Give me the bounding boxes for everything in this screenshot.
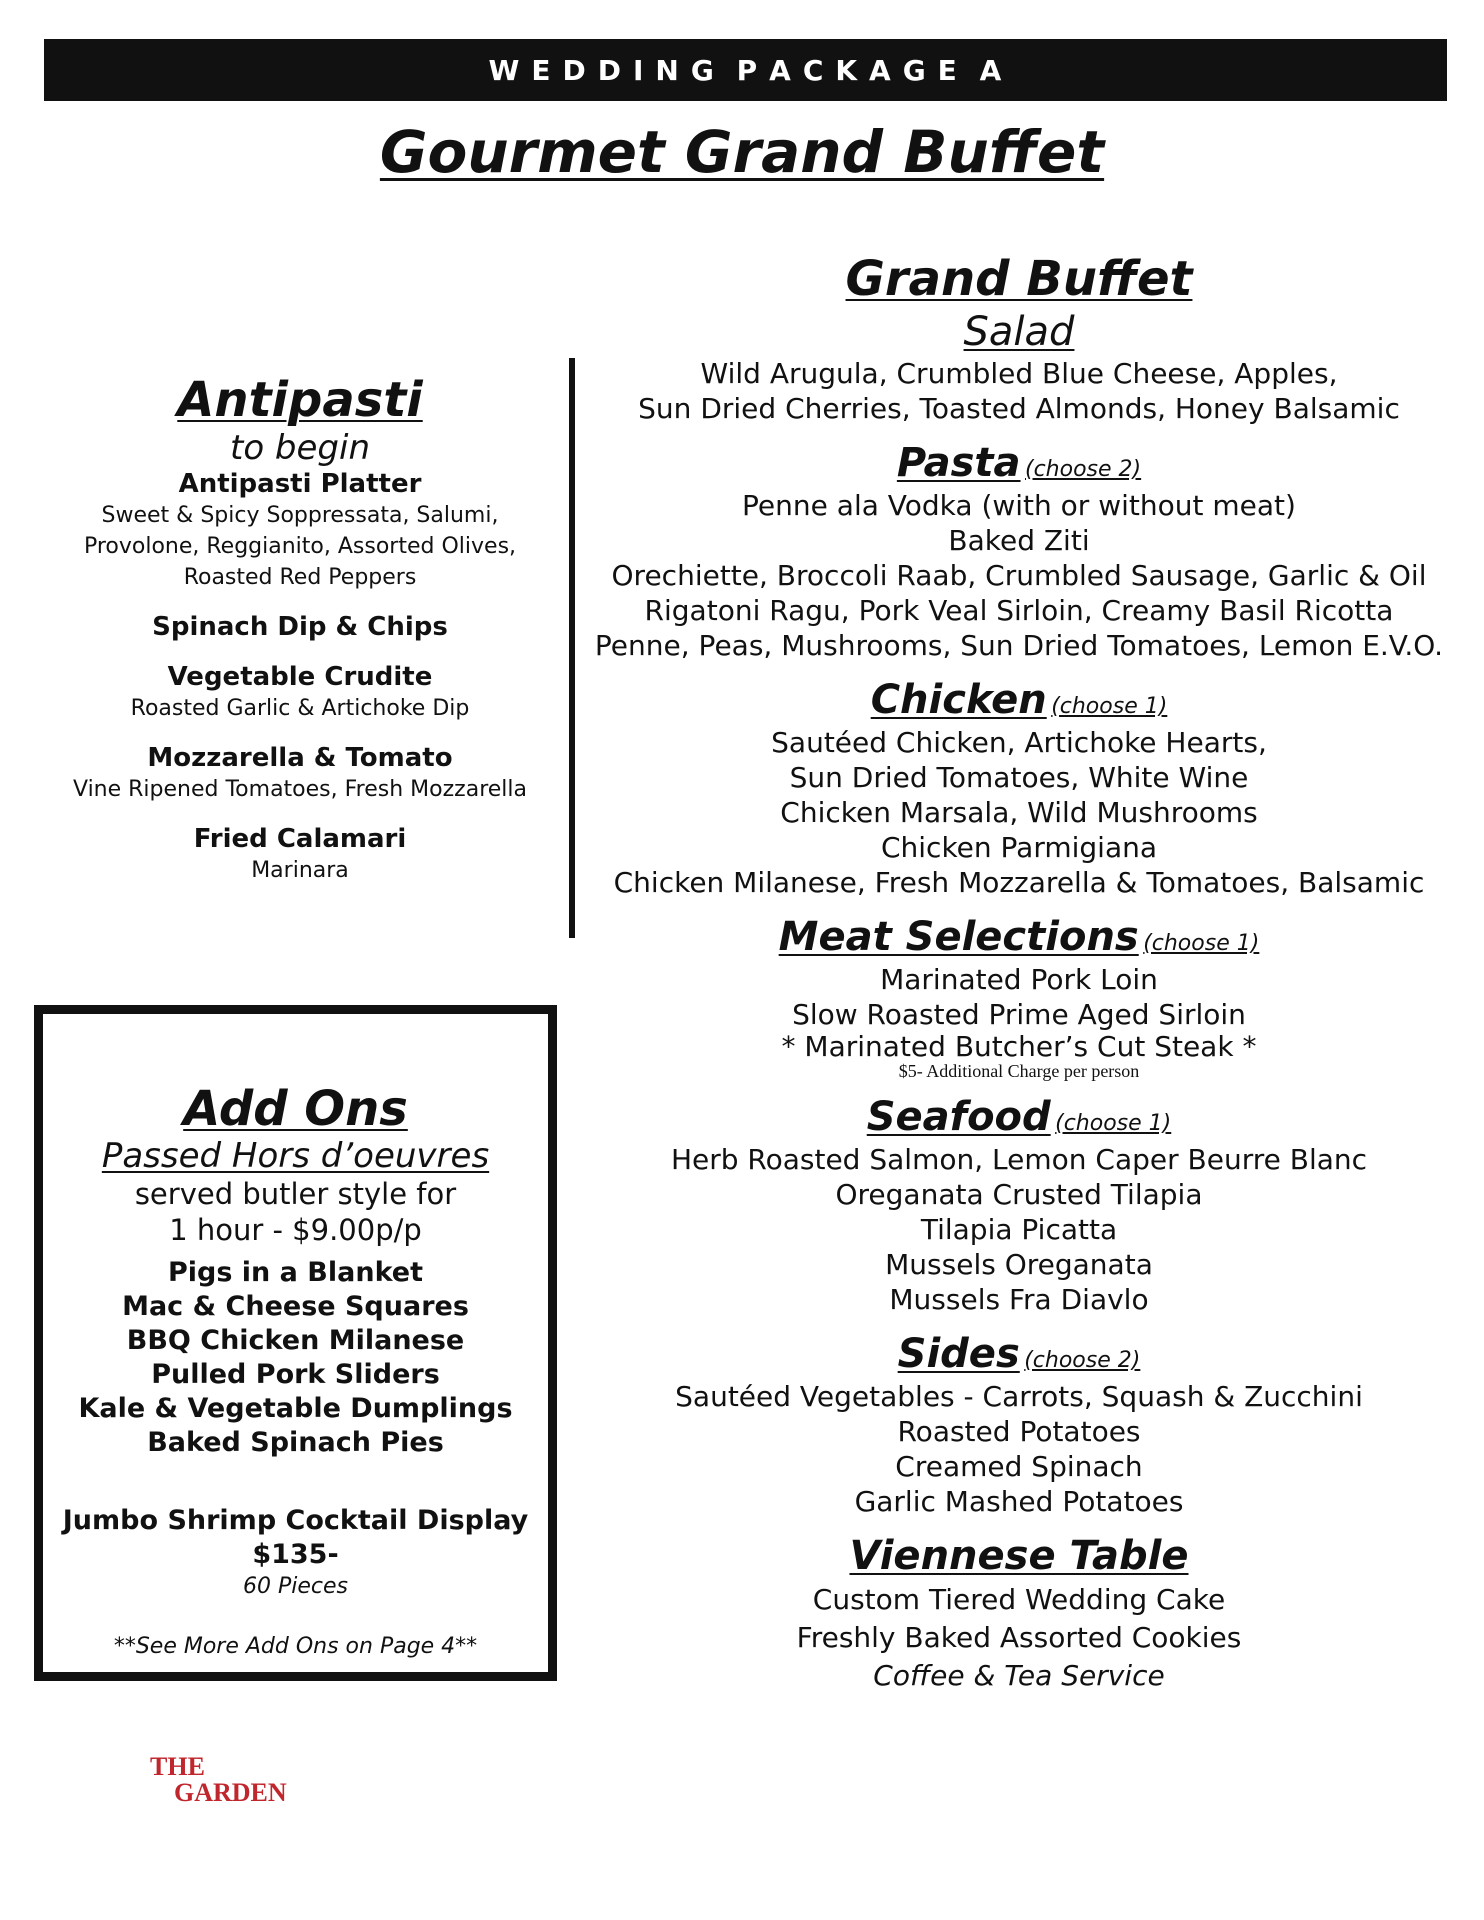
pasta-heading <box>594 438 1444 488</box>
menu-item <box>60 661 540 724</box>
pasta-line: Penne ala Vodka (with or without meat) <box>742 489 1296 522</box>
meat-note: $5- Additional Charge per person <box>898 1061 1140 1081</box>
salad-line: Wild Arugula, Crumbled Blue Cheese, Apples, <box>700 357 1338 390</box>
meat-line: * Marinated Butcher’s Cut Steak * <box>781 1030 1257 1063</box>
sides-choose: (choose 2) <box>1024 1348 1141 1373</box>
seafood-line: Oreganata Crusted Tilapia <box>835 1178 1203 1211</box>
the-garden-logo <box>150 1754 287 1806</box>
sides-line: Sautéed Vegetables - Carrots, Squash & Zucchini <box>675 1380 1363 1413</box>
banner-text: W E D D I N G P A C K A G E A <box>488 53 1003 87</box>
pasta-line: Rigatoni Ragu, Pork Veal Sirloin, Creamy Basil Ricotta <box>644 594 1394 627</box>
grand-buffet-heading: Grand Buffet <box>845 251 1193 307</box>
sides-heading <box>594 1329 1444 1379</box>
seafood-line: Mussels Fra Diavlo <box>889 1283 1149 1316</box>
addons-desc: 1 hour - $9.00p/p <box>169 1213 422 1247</box>
addons-desc: served butler style for <box>134 1177 457 1211</box>
chicken-title: Chicken <box>870 677 1047 723</box>
pasta-title: Pasta <box>896 440 1021 486</box>
shrimp-name: Jumbo Shrimp Cocktail Display <box>62 1505 529 1536</box>
antipasti-heading: Antipasti <box>177 372 423 428</box>
grand-buffet-section <box>594 250 1444 1695</box>
item-desc: Roasted Red Peppers <box>183 565 417 590</box>
chicken-heading <box>594 675 1444 725</box>
package-banner <box>44 39 1447 101</box>
seafood-heading <box>594 1092 1444 1142</box>
item-name: Mozzarella & Tomato <box>147 743 453 773</box>
item-name: Fried Calamari <box>193 824 407 854</box>
pasta-choose: (choose 2) <box>1025 457 1142 482</box>
item-desc: Roasted Garlic & Artichoke Dip <box>130 696 470 721</box>
chicken-line: Chicken Parmigiana <box>880 831 1158 864</box>
item-name: Antipasti Platter <box>178 469 422 499</box>
logo-line: THE <box>150 1752 205 1781</box>
salad-heading: Salad <box>963 309 1075 355</box>
seafood-choose: (choose 1) <box>1055 1111 1172 1136</box>
addon-item: Mac & Cheese Squares <box>122 1291 469 1322</box>
chicken-line: Chicken Marsala, Wild Mushrooms <box>780 796 1258 829</box>
menu-item <box>60 468 540 593</box>
addon-item: BBQ Chicken Milanese <box>126 1325 465 1356</box>
pasta-line: Orechiette, Broccoli Raab, Crumbled Sausage, Garlic & Oil <box>611 559 1427 592</box>
meat-heading <box>594 912 1444 962</box>
salad-line: Sun Dried Cherries, Toasted Almonds, Honey Balsamic <box>638 392 1400 425</box>
meat-choose: (choose 1) <box>1143 931 1260 956</box>
item-desc: Sweet & Spicy Soppressata, Salumi, <box>101 503 499 528</box>
sides-line: Roasted Potatoes <box>897 1415 1141 1448</box>
antipasti-subheading: to begin <box>229 428 371 468</box>
chicken-line: Sautéed Chicken, Artichoke Hearts, <box>771 726 1267 759</box>
viennese-line: Custom Tiered Wedding Cake <box>812 1583 1226 1616</box>
menu-item <box>60 742 540 805</box>
meat-line: Marinated Pork Loin <box>880 963 1158 996</box>
chicken-line: Chicken Milanese, Fresh Mozzarella & Tomatoes, Balsamic <box>613 866 1425 899</box>
seafood-line: Herb Roasted Salmon, Lemon Caper Beurre Blanc <box>670 1143 1368 1176</box>
viennese-heading: Viennese Table <box>849 1533 1189 1579</box>
shrimp-qty: 60 Pieces <box>243 1574 348 1599</box>
pasta-line: Penne, Peas, Mushrooms, Sun Dried Tomatoes, Lemon E.V.O. <box>594 629 1444 662</box>
chicken-line: Sun Dried Tomatoes, White Wine <box>789 761 1249 794</box>
chicken-choose: (choose 1) <box>1051 694 1168 719</box>
seafood-line: Mussels Oreganata <box>885 1248 1153 1281</box>
addon-item: Pigs in a Blanket <box>167 1257 424 1288</box>
menu-item <box>60 611 540 643</box>
meat-title: Meat Selections <box>778 914 1139 960</box>
addons-note: **See More Add Ons on Page 4** <box>113 1634 478 1659</box>
sides-line: Garlic Mashed Potatoes <box>854 1485 1184 1518</box>
sides-line: Creamed Spinach <box>895 1450 1143 1483</box>
pasta-line: Baked Ziti <box>948 524 1090 557</box>
viennese-line: Freshly Baked Assorted Cookies <box>796 1621 1242 1654</box>
column-divider <box>569 358 575 938</box>
addon-item: Pulled Pork Sliders <box>151 1359 440 1390</box>
addons-subheading: Passed Hors d’oeuvres <box>101 1136 490 1176</box>
addons-box <box>34 1005 557 1681</box>
seafood-line: Tilapia Picatta <box>920 1213 1118 1246</box>
page-title-text: Gourmet Grand Buffet <box>379 118 1105 186</box>
page-title <box>0 118 1484 186</box>
item-desc: Provolone, Reggianito, Assorted Olives, <box>83 534 517 559</box>
item-name: Vegetable Crudite <box>167 662 433 692</box>
shrimp-price: $135- <box>252 1539 339 1570</box>
menu-item <box>60 823 540 886</box>
addon-item: Baked Spinach Pies <box>147 1427 444 1458</box>
addon-item: Kale & Vegetable Dumplings <box>78 1393 513 1424</box>
viennese-last: Coffee & Tea Service <box>873 1659 1165 1692</box>
item-desc: Marinara <box>251 858 349 883</box>
antipasti-section <box>60 372 540 886</box>
addons-heading: Add Ons <box>183 1081 408 1137</box>
seafood-title: Seafood <box>866 1094 1051 1140</box>
meat-line: Slow Roasted Prime Aged Sirloin <box>792 998 1246 1031</box>
sides-title: Sides <box>897 1331 1020 1377</box>
item-desc: Vine Ripened Tomatoes, Fresh Mozzarella <box>73 777 527 802</box>
item-name: Spinach Dip & Chips <box>152 612 448 642</box>
logo-line: GARDEN <box>174 1778 287 1807</box>
